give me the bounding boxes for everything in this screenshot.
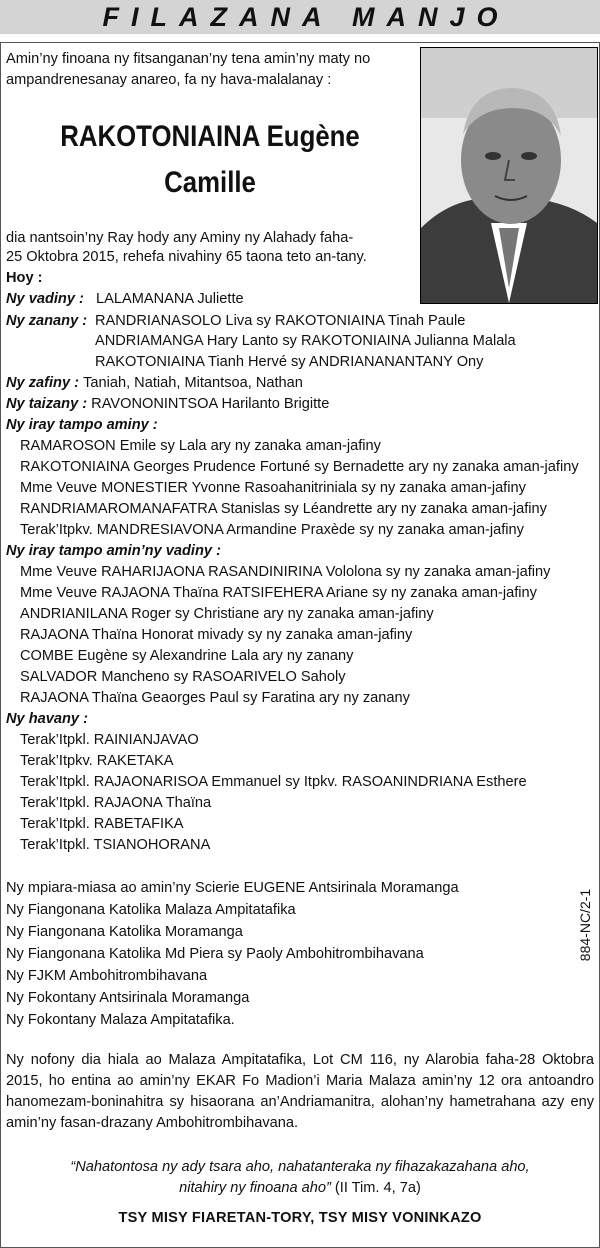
zanany-label-row	[6, 311, 87, 331]
zafiny-value: Taniah, Natiah, Mitantsoa, Nathan	[83, 375, 303, 391]
zafiny-row	[6, 373, 303, 393]
havany-sep: :	[79, 711, 88, 727]
portrait-illustration	[421, 48, 597, 303]
iray-tampo-vadiny-line: Mme Veuve RAHARIJAONA RASANDINIRINA Vololona sy ny zanaka aman-jafiny	[20, 564, 551, 580]
iray-tampo-label: Ny iray tampo aminy	[6, 417, 149, 433]
taizany-label: Ny taizany	[6, 396, 79, 412]
iray-tampo-vadiny-line: Mme Veuve RAJAONA Thaïna RATSIFEHERA Ariane sy ny zanaka aman-jafiny	[20, 585, 537, 601]
zanany-line: ANDRIAMANGA Hary Lanto sy RAKOTONIAINA Julianna Malala	[95, 333, 516, 349]
death-line-2: 25 Oktobra 2015, rehefa nivahiny 65 taona teto an-tany.	[6, 249, 367, 265]
iray-tampo-vadiny-label: Ny iray tampo amin’ny vadiny	[6, 543, 213, 559]
organisation-line: Ny Fokontany Antsirinala Moramanga	[6, 990, 250, 1006]
taizany-value: RAVONONINTSOA Harilanto Brigitte	[91, 396, 330, 412]
vadiny-label: Ny vadiny	[6, 291, 75, 307]
iray-tampo-line: Mme Veuve MONESTIER Yvonne Rasoahanitriniala sy ny zanaka aman-jafiny	[20, 480, 526, 496]
iray-tampo-vadiny-line: RAJAONA Thaïna Honorat mivady sy ny zanaka aman-jafiny	[20, 627, 413, 643]
iray-tampo-vadiny-line: RAJAONA Thaïna Geaorges Paul sy Faratina ary ny zanany	[20, 690, 410, 706]
zanany-sep: :	[78, 313, 88, 329]
havany-label: Ny havany	[6, 711, 80, 727]
havany-line: Terak’Itpkl. RAINIANJAVAO	[20, 732, 199, 748]
havany-line: Terak’Itpkl. RAJAONA Thaïna	[20, 795, 212, 811]
havany-line: Terak’Itpkl. TSIANOHORANA	[20, 837, 211, 853]
organisation-line: Ny FJKM Ambohitrombihavana	[6, 968, 208, 984]
havany-line: Terak’Itpkv. RAKETAKA	[20, 753, 174, 769]
taizany-sep: :	[78, 396, 92, 412]
zanany-line: RANDRIANASOLO Liva sy RAKOTONIAINA Tinah Paule	[95, 313, 466, 329]
iray-tampo-sep: :	[148, 417, 158, 433]
bible-quote-line2	[0, 1178, 600, 1199]
havany-line: Terak’Itpkl. RAJAONARISOA Emmanuel sy Itpkv. RASOANINDRIANA Esthere	[20, 774, 527, 790]
iray-tampo-vadiny-line: COMBE Eugène sy Alexandrine Lala ary ny zanany	[20, 648, 354, 664]
vadiny-value: LALAMANANA Juliette	[96, 291, 244, 307]
portrait-photo	[420, 47, 598, 304]
deceased-name	[29, 114, 390, 206]
hoy-label: Hoy :	[6, 270, 43, 286]
havany-heading	[6, 709, 88, 729]
header-title: FILAZANA MANJO	[0, 0, 600, 34]
death-line-1: dia nantsoin’ny Ray hody any Aminy ny Alahady faha-	[6, 230, 354, 246]
organisation-line: Ny mpiara-miasa ao amin’ny Scierie EUGENE Antsirinala Moramanga	[6, 880, 459, 896]
organisation-line: Ny Fiangonana Katolika Md Piera sy Paoly Ambohitrombihavana	[6, 946, 424, 962]
iray-tampo-line: RAMAROSON Emile sy Lala ary ny zanaka aman-jafiny	[20, 438, 381, 454]
taizany-row	[6, 394, 329, 414]
iray-tampo-vadiny-line: ANDRIANILANA Roger sy Christiane ary ny zanaka aman-jafiny	[20, 606, 434, 622]
zanany-line: RAKOTONIAINA Tianh Hervé sy ANDRIANANANTANY Ony	[95, 354, 484, 370]
intro-text: Amin’ny finoana ny fitsanganan’ny tena amin’ny maty no ampandrenesanay anareo, fa ny hava-malalanay :	[6, 51, 371, 88]
iray-tampo-vadiny-line: SALVADOR Mancheno sy RASOARIVELO Saholy	[20, 669, 346, 685]
zafiny-sep: :	[70, 375, 84, 391]
vadiny-sep: :	[74, 291, 84, 307]
reference-number: 884-NC/2-1	[577, 888, 593, 962]
organisation-line: Ny Fiangonana Katolika Moramanga	[6, 924, 243, 940]
vadiny-row	[6, 289, 244, 309]
funeral-details: Ny nofony dia hiala ao Malaza Ampitatafika, Lot CM 116, ny Alarobia faha-28 Oktobra 2015, ho entina ao amin’ny EKAR Fo Madion’i Maria Malaza amin’ny 12 ora antoandro hanomezam-boninahitra sy hisaorana an’Andriamanitra, alohan’ny hametrahana azy eny amin’ny fasan-drazany Ambohitrombihavana.	[6, 1052, 594, 1131]
iray-tampo-heading	[6, 415, 158, 435]
havany-line: Terak’Itpkl. RABETAFIKA	[20, 816, 184, 832]
deceased-name-line1: RAKOTONIAINA Eugène	[60, 120, 360, 153]
iray-tampo-line: RAKOTONIAINA Georges Prudence Fortuné sy Bernadette ary ny zanaka aman-jafiny	[20, 459, 579, 475]
deceased-name-line2: Camille	[164, 166, 256, 199]
bible-citation: (II Tim. 4, 7a)	[330, 1180, 421, 1196]
bible-quote-line1: “Nahatontosa ny ady tsara aho, nahatanteraka ny fihazakazahana aho,	[70, 1159, 530, 1175]
iray-tampo-vadiny-sep: :	[212, 543, 221, 559]
organisation-line: Ny Fiangonana Katolika Malaza Ampitatafika	[6, 902, 296, 918]
iray-tampo-vadiny-heading	[6, 541, 221, 561]
zanany-label: Ny zanany	[6, 313, 79, 329]
footer-notice: TSY MISY FIARETAN-TORY, TSY MISY VONINKAZO	[118, 1210, 482, 1226]
iray-tampo-line: RANDRIAMAROMANAFATRA Stanislas sy Léandrette ary ny zanaka aman-jafiny	[20, 501, 547, 517]
bible-quote-text: nitahiry ny finoana aho”	[179, 1180, 331, 1196]
iray-tampo-line: Terak’Itpkv. MANDRESIAVONA Armandine Praxède sy ny zanaka aman-jafiny	[20, 522, 524, 538]
organisation-line: Ny Fokontany Malaza Ampitatafika.	[6, 1012, 235, 1028]
zafiny-label: Ny zafiny	[6, 375, 71, 391]
